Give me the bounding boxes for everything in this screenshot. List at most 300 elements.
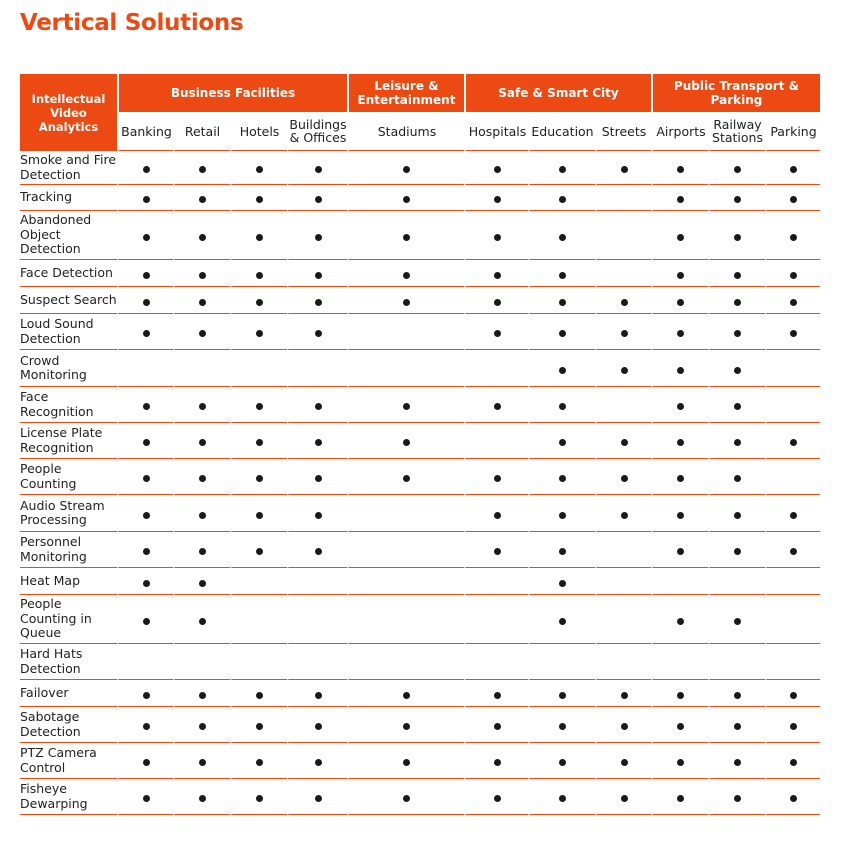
table-row: [20, 568, 820, 595]
matrix-cell: [595, 151, 651, 185]
supported-dot-icon: [199, 330, 206, 337]
matrix-cell: [528, 459, 595, 495]
matrix-cell: [347, 260, 464, 287]
matrix-cell: [708, 595, 765, 644]
supported-dot-icon: [256, 475, 263, 482]
supported-dot-icon: [403, 475, 410, 482]
matrix-cell: [528, 185, 595, 211]
matrix-cell: [173, 707, 230, 743]
supported-dot-icon: [199, 439, 206, 446]
supported-dot-icon: [494, 330, 501, 337]
matrix-cell: [347, 151, 464, 185]
supported-dot-icon: [315, 196, 322, 203]
matrix-cell: [765, 287, 820, 314]
matrix-cell: [708, 459, 765, 495]
supported-dot-icon: [403, 403, 410, 410]
supported-dot-icon: [677, 403, 684, 410]
supported-dot-icon: [256, 512, 263, 519]
supported-dot-icon: [790, 299, 797, 306]
matrix-cell: [528, 707, 595, 743]
row-label: Fisheye Dewarping: [20, 779, 117, 815]
matrix-cell: [528, 644, 595, 680]
supported-dot-icon: [677, 439, 684, 446]
group-header-row: [20, 74, 820, 112]
table-row: [20, 260, 820, 287]
supported-dot-icon: [256, 299, 263, 306]
matrix-cell: [347, 644, 464, 680]
supported-dot-icon: [315, 692, 322, 699]
matrix-cell: [528, 151, 595, 185]
matrix-cell: [464, 680, 528, 707]
matrix-cell: [595, 707, 651, 743]
supported-dot-icon: [494, 723, 501, 730]
matrix-cell: [765, 260, 820, 287]
matrix-cell: [651, 568, 708, 595]
supported-dot-icon: [143, 299, 150, 306]
matrix-cell: [173, 568, 230, 595]
matrix-cell: [651, 779, 708, 815]
matrix-cell: [347, 568, 464, 595]
matrix-cell: [230, 287, 287, 314]
supported-dot-icon: [734, 512, 741, 519]
matrix-cell: [117, 743, 173, 779]
supported-dot-icon: [199, 234, 206, 241]
supported-dot-icon: [677, 234, 684, 241]
supported-dot-icon: [790, 234, 797, 241]
row-label: License Plate Recognition: [20, 423, 117, 459]
corner-header: Intellectual Video Analytics: [20, 74, 117, 151]
matrix-cell: [173, 387, 230, 423]
supported-dot-icon: [677, 330, 684, 337]
matrix-cell: [595, 680, 651, 707]
supported-dot-icon: [559, 512, 566, 519]
supported-dot-icon: [559, 475, 566, 482]
matrix-cell: [651, 211, 708, 260]
supported-dot-icon: [790, 439, 797, 446]
matrix-cell: [230, 495, 287, 532]
matrix-cell: [765, 680, 820, 707]
supported-dot-icon: [621, 439, 628, 446]
matrix-cell: [287, 185, 347, 211]
table-row: [20, 532, 820, 568]
matrix-cell: [287, 495, 347, 532]
matrix-cell: [117, 779, 173, 815]
matrix-cell: [651, 260, 708, 287]
supported-dot-icon: [315, 548, 322, 555]
supported-dot-icon: [621, 723, 628, 730]
supported-dot-icon: [494, 166, 501, 173]
matrix-cell: [117, 423, 173, 459]
table-row: [20, 151, 820, 185]
supported-dot-icon: [559, 330, 566, 337]
supported-dot-icon: [677, 512, 684, 519]
group-header: Business Facilities: [117, 74, 347, 112]
supported-dot-icon: [403, 723, 410, 730]
supported-dot-icon: [559, 272, 566, 279]
matrix-cell: [230, 680, 287, 707]
supported-dot-icon: [143, 403, 150, 410]
supported-dot-icon: [143, 759, 150, 766]
supported-dot-icon: [677, 759, 684, 766]
supported-dot-icon: [677, 692, 684, 699]
supported-dot-icon: [559, 166, 566, 173]
supported-dot-icon: [677, 795, 684, 802]
supported-dot-icon: [677, 272, 684, 279]
supported-dot-icon: [734, 475, 741, 482]
matrix-cell: [464, 423, 528, 459]
matrix-cell: [117, 211, 173, 260]
matrix-cell: [287, 680, 347, 707]
matrix-cell: [765, 568, 820, 595]
matrix-cell: [708, 743, 765, 779]
matrix-cell: [464, 185, 528, 211]
supported-dot-icon: [734, 692, 741, 699]
supported-dot-icon: [790, 723, 797, 730]
matrix-cell: [173, 595, 230, 644]
group-header: Safe & Smart City: [464, 74, 651, 112]
matrix-cell: [230, 423, 287, 459]
supported-dot-icon: [143, 234, 150, 241]
matrix-cell: [708, 644, 765, 680]
matrix-cell: [528, 568, 595, 595]
column-header: Buildings & Offices: [287, 112, 347, 151]
matrix-cell: [595, 743, 651, 779]
matrix-cell: [595, 387, 651, 423]
matrix-cell: [347, 185, 464, 211]
supported-dot-icon: [790, 795, 797, 802]
supported-dot-icon: [315, 166, 322, 173]
matrix-cell: [765, 459, 820, 495]
matrix-cell: [651, 287, 708, 314]
supported-dot-icon: [199, 403, 206, 410]
supported-dot-icon: [559, 196, 566, 203]
supported-dot-icon: [403, 439, 410, 446]
supported-dot-icon: [494, 299, 501, 306]
matrix-cell: [117, 387, 173, 423]
matrix-cell: [173, 495, 230, 532]
supported-dot-icon: [315, 475, 322, 482]
supported-dot-icon: [315, 439, 322, 446]
supported-dot-icon: [734, 299, 741, 306]
supported-dot-icon: [621, 759, 628, 766]
matrix-cell: [708, 707, 765, 743]
supported-dot-icon: [734, 166, 741, 173]
supported-dot-icon: [199, 272, 206, 279]
group-header: Public Transport & Parking: [651, 74, 820, 112]
matrix-cell: [287, 707, 347, 743]
matrix-cell: [117, 314, 173, 350]
matrix-cell: [528, 495, 595, 532]
matrix-cell: [464, 387, 528, 423]
supported-dot-icon: [256, 692, 263, 699]
matrix-cell: [230, 350, 287, 387]
matrix-cell: [230, 151, 287, 185]
matrix-cell: [708, 151, 765, 185]
supported-dot-icon: [256, 234, 263, 241]
matrix-cell: [708, 185, 765, 211]
matrix-cell: [230, 707, 287, 743]
supported-dot-icon: [734, 330, 741, 337]
matrix-cell: [528, 314, 595, 350]
supported-dot-icon: [559, 234, 566, 241]
matrix-cell: [347, 459, 464, 495]
supported-dot-icon: [734, 234, 741, 241]
supported-dot-icon: [315, 512, 322, 519]
matrix-cell: [464, 743, 528, 779]
supported-dot-icon: [143, 723, 150, 730]
supported-dot-icon: [790, 548, 797, 555]
matrix-cell: [708, 779, 765, 815]
matrix-cell: [464, 260, 528, 287]
supported-dot-icon: [621, 795, 628, 802]
row-label: People Counting: [20, 459, 117, 495]
matrix-cell: [528, 287, 595, 314]
row-label: Face Recognition: [20, 387, 117, 423]
supported-dot-icon: [790, 692, 797, 699]
supported-dot-icon: [677, 723, 684, 730]
matrix-cell: [708, 423, 765, 459]
matrix-cell: [464, 595, 528, 644]
supported-dot-icon: [559, 723, 566, 730]
supported-dot-icon: [559, 367, 566, 374]
matrix-cell: [765, 185, 820, 211]
matrix-cell: [528, 387, 595, 423]
matrix-cell: [230, 314, 287, 350]
supported-dot-icon: [677, 166, 684, 173]
supported-dot-icon: [199, 512, 206, 519]
matrix-cell: [230, 260, 287, 287]
supported-dot-icon: [256, 795, 263, 802]
matrix-cell: [287, 532, 347, 568]
supported-dot-icon: [403, 692, 410, 699]
matrix-cell: [287, 151, 347, 185]
matrix-cell: [651, 532, 708, 568]
matrix-cell: [464, 314, 528, 350]
row-label: Suspect Search: [20, 287, 117, 314]
matrix-cell: [464, 287, 528, 314]
matrix-cell: [347, 743, 464, 779]
matrix-cell: [173, 779, 230, 815]
row-label: Audio Stream Processing: [20, 495, 117, 532]
matrix-cell: [708, 314, 765, 350]
matrix-cell: [595, 260, 651, 287]
table-row: [20, 185, 820, 211]
supported-dot-icon: [559, 692, 566, 699]
supported-dot-icon: [559, 795, 566, 802]
matrix-cell: [651, 707, 708, 743]
matrix-cell: [765, 595, 820, 644]
matrix-cell: [464, 707, 528, 743]
matrix-cell: [651, 743, 708, 779]
row-label: Personnel Monitoring: [20, 532, 117, 568]
supported-dot-icon: [199, 795, 206, 802]
matrix-cell: [173, 680, 230, 707]
supported-dot-icon: [199, 196, 206, 203]
page-title: Vertical Solutions: [20, 10, 244, 36]
supported-dot-icon: [734, 403, 741, 410]
matrix-cell: [117, 568, 173, 595]
matrix-cell: [708, 568, 765, 595]
matrix-cell: [230, 743, 287, 779]
matrix-cell: [117, 151, 173, 185]
matrix-cell: [528, 595, 595, 644]
matrix-cell: [651, 387, 708, 423]
supported-dot-icon: [143, 475, 150, 482]
supported-dot-icon: [256, 272, 263, 279]
supported-dot-icon: [143, 330, 150, 337]
row-label: PTZ Camera Control: [20, 743, 117, 779]
matrix-cell: [173, 459, 230, 495]
column-header: Hotels: [230, 112, 287, 151]
analytics-matrix-table: [20, 74, 820, 815]
matrix-cell: [708, 260, 765, 287]
supported-dot-icon: [494, 795, 501, 802]
matrix-cell: [651, 423, 708, 459]
matrix-cell: [173, 314, 230, 350]
matrix-cell: [230, 644, 287, 680]
supported-dot-icon: [559, 618, 566, 625]
supported-dot-icon: [734, 618, 741, 625]
matrix-cell: [287, 568, 347, 595]
matrix-cell: [464, 532, 528, 568]
supported-dot-icon: [734, 272, 741, 279]
matrix-cell: [464, 495, 528, 532]
supported-dot-icon: [199, 475, 206, 482]
supported-dot-icon: [621, 166, 628, 173]
matrix-cell: [595, 644, 651, 680]
supported-dot-icon: [494, 512, 501, 519]
group-header: Leisure & Entertainment: [347, 74, 464, 112]
matrix-cell: [595, 350, 651, 387]
supported-dot-icon: [143, 196, 150, 203]
matrix-cell: [173, 644, 230, 680]
matrix-cell: [117, 680, 173, 707]
supported-dot-icon: [677, 196, 684, 203]
matrix-cell: [173, 350, 230, 387]
matrix-cell: [347, 287, 464, 314]
matrix-cell: [117, 287, 173, 314]
matrix-cell: [347, 423, 464, 459]
supported-dot-icon: [621, 692, 628, 699]
supported-dot-icon: [494, 234, 501, 241]
matrix-cell: [464, 350, 528, 387]
matrix-cell: [708, 287, 765, 314]
matrix-cell: [287, 350, 347, 387]
column-header: Education: [528, 112, 595, 151]
supported-dot-icon: [315, 759, 322, 766]
matrix-cell: [287, 314, 347, 350]
supported-dot-icon: [494, 692, 501, 699]
matrix-cell: [347, 595, 464, 644]
matrix-cell: [117, 350, 173, 387]
matrix-cell: [595, 423, 651, 459]
supported-dot-icon: [315, 330, 322, 337]
supported-dot-icon: [199, 548, 206, 555]
matrix-cell: [528, 423, 595, 459]
table-row: [20, 595, 820, 644]
matrix-cell: [173, 743, 230, 779]
matrix-cell: [708, 680, 765, 707]
supported-dot-icon: [621, 367, 628, 374]
supported-dot-icon: [790, 759, 797, 766]
supported-dot-icon: [315, 403, 322, 410]
matrix-cell: [651, 185, 708, 211]
matrix-cell: [230, 185, 287, 211]
matrix-cell: [765, 779, 820, 815]
matrix-cell: [173, 260, 230, 287]
matrix-cell: [117, 707, 173, 743]
supported-dot-icon: [403, 234, 410, 241]
supported-dot-icon: [315, 723, 322, 730]
supported-dot-icon: [256, 403, 263, 410]
matrix-cell: [173, 151, 230, 185]
matrix-cell: [595, 779, 651, 815]
supported-dot-icon: [677, 367, 684, 374]
matrix-cell: [708, 350, 765, 387]
supported-dot-icon: [199, 723, 206, 730]
matrix-cell: [464, 151, 528, 185]
supported-dot-icon: [315, 299, 322, 306]
supported-dot-icon: [256, 166, 263, 173]
matrix-cell: [230, 568, 287, 595]
column-header: Hospitals: [464, 112, 528, 151]
table-row: [20, 387, 820, 423]
matrix-cell: [651, 644, 708, 680]
matrix-cell: [708, 387, 765, 423]
column-header: Banking: [117, 112, 173, 151]
matrix-cell: [765, 350, 820, 387]
matrix-cell: [230, 459, 287, 495]
table-row: [20, 423, 820, 459]
matrix-cell: [117, 595, 173, 644]
supported-dot-icon: [734, 548, 741, 555]
matrix-cell: [708, 532, 765, 568]
supported-dot-icon: [143, 512, 150, 519]
matrix-cell: [765, 644, 820, 680]
matrix-cell: [595, 459, 651, 495]
supported-dot-icon: [143, 618, 150, 625]
table-row: [20, 459, 820, 495]
matrix-cell: [347, 387, 464, 423]
row-label: Abandoned Object Detection: [20, 211, 117, 260]
table-row: [20, 495, 820, 532]
supported-dot-icon: [315, 795, 322, 802]
supported-dot-icon: [677, 475, 684, 482]
matrix-cell: [347, 350, 464, 387]
row-label: Sabotage Detection: [20, 707, 117, 743]
matrix-cell: [595, 595, 651, 644]
matrix-cell: [765, 423, 820, 459]
supported-dot-icon: [256, 330, 263, 337]
supported-dot-icon: [403, 166, 410, 173]
row-label: Face Detection: [20, 260, 117, 287]
supported-dot-icon: [559, 580, 566, 587]
table-row: [20, 314, 820, 350]
matrix-cell: [347, 211, 464, 260]
matrix-cell: [528, 350, 595, 387]
row-label: Loud Sound Detection: [20, 314, 117, 350]
row-label: Failover: [20, 680, 117, 707]
supported-dot-icon: [734, 196, 741, 203]
supported-dot-icon: [143, 272, 150, 279]
supported-dot-icon: [559, 548, 566, 555]
supported-dot-icon: [621, 299, 628, 306]
supported-dot-icon: [621, 475, 628, 482]
supported-dot-icon: [199, 580, 206, 587]
matrix-cell: [173, 211, 230, 260]
matrix-cell: [528, 532, 595, 568]
supported-dot-icon: [494, 759, 501, 766]
